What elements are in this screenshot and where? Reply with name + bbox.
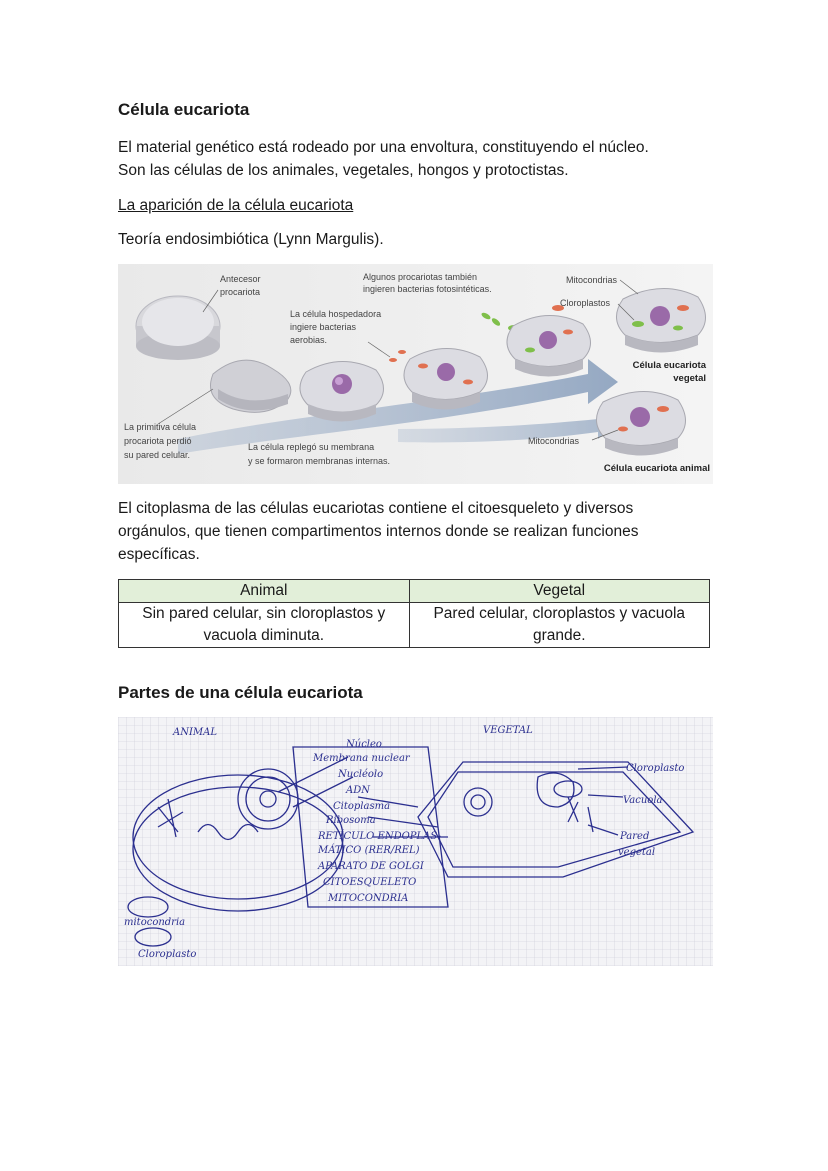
label-antecesor: procariota (220, 287, 261, 297)
sketch-organelle-label: APARATO DE GOLGI (318, 861, 424, 872)
animal-eukaryotic-cell (596, 391, 685, 455)
label-primitiva: procariota perdió (124, 436, 192, 446)
parts-heading: Partes de una célula eucariota (118, 683, 363, 702)
intermediate-cell (507, 315, 591, 376)
intro-paragraph (118, 136, 718, 182)
sketch-organelle-label: CITOESQUELETO (323, 877, 417, 888)
label-primitiva: La primitiva célula (124, 422, 197, 432)
sketch-organelle-label: MITOCONDRIA (328, 893, 409, 904)
table-header-row (119, 580, 710, 603)
paragraph-line: específicas. (118, 546, 200, 563)
intro-line: El material genético está rodeado por una envoltura, constituyendo el núcleo. (118, 139, 649, 156)
sketch-organelle-label: Ribosoma (326, 815, 376, 826)
sketch-organelle-label: Membrana nuclear (313, 753, 410, 764)
table-header-animal: Animal (119, 580, 410, 603)
table-row (119, 603, 710, 648)
sketch-organelle-label: Nucléolo (338, 769, 384, 780)
cell-line: Pared celular, cloroplastos y vacuola (433, 605, 686, 622)
host-cell (300, 361, 384, 421)
label-algunos: ingieren bacterias fotosintéticas. (363, 284, 492, 294)
label-mitocondrias: Mitocondrias (528, 436, 580, 446)
label-primitiva: su pared celular. (124, 450, 191, 460)
cell-line: vacuola diminuta. (203, 627, 325, 644)
label-replego: y se formaron membranas internas. (248, 456, 391, 466)
label-hospedadora: aerobias. (290, 335, 328, 345)
table-cell-vegetal (409, 603, 709, 648)
label-eukaryote-animal: Célula eucariota animal (603, 463, 710, 474)
sketch-label-wall: vegetal (618, 847, 656, 858)
sketch-label-mitochondria: mitocondria (124, 917, 186, 928)
label-eukaryote-plant: vegetal (673, 373, 706, 384)
endosymbiosis-figure (118, 264, 713, 484)
theory-line: Teoría endosimbiótica (Lynn Margulis). (118, 231, 384, 248)
label-hospedadora: La célula hospedadora (290, 309, 382, 319)
cell-line: grande. (532, 627, 586, 644)
label-antecesor: Antecesor (220, 274, 261, 284)
label-hospedadora: ingiere bacterias (290, 322, 357, 332)
label-replego: La célula replegó su membrana (248, 442, 375, 452)
table-header-vegetal: Vegetal (409, 580, 709, 603)
label-algunos: Algunos procariotas también (363, 272, 478, 282)
plant-eukaryotic-cell (616, 288, 705, 352)
sketch-organelle-label: ADN (346, 785, 370, 796)
cytoplasm-paragraph (118, 497, 718, 566)
page-title: Célula eucariota (118, 100, 250, 119)
paragraph-line: orgánulos, que tienen compartimentos internos donde se realizan funciones (118, 523, 639, 540)
label-cloroplastos: Cloroplastos (560, 298, 611, 308)
subheading-origin: La aparición de la célula eucariota (118, 197, 354, 214)
sketch-organelle-label: Citoplasma (333, 801, 391, 812)
table-cell-animal (119, 603, 410, 648)
sketch-label-chloroplast: Cloroplasto (626, 763, 685, 774)
hand-drawn-cells-figure (118, 717, 713, 966)
sketch-label-animal: ANIMAL (173, 727, 218, 738)
label-eukaryote-plant: Célula eucariota (632, 360, 706, 371)
intro-line: Son las células de los animales, vegetales, hongos y protoctistas. (118, 162, 569, 179)
cell-line: Sin pared celular, sin cloroplastos y (142, 605, 386, 622)
sketch-label-chloroplast-left: Cloroplasto (138, 949, 197, 960)
comparison-table (118, 579, 710, 648)
sketch-organelle-label: RETÍCULO ENDOPLAS- (318, 831, 441, 842)
sketch-label-vacuole: Vacuola (623, 795, 663, 806)
paragraph-line: El citoplasma de las células eucariotas contiene el citoesqueleto y diversos (118, 500, 634, 517)
sketch-organelle-label: Núcleo (346, 739, 382, 750)
sketch-label-wall: Pared (620, 831, 650, 842)
sketch-label-vegetal: VEGETAL (483, 725, 533, 736)
label-mitocondrias: Mitocondrias (566, 275, 618, 285)
sketch-organelle-label: MÁTICO (RER/REL) (318, 845, 420, 856)
